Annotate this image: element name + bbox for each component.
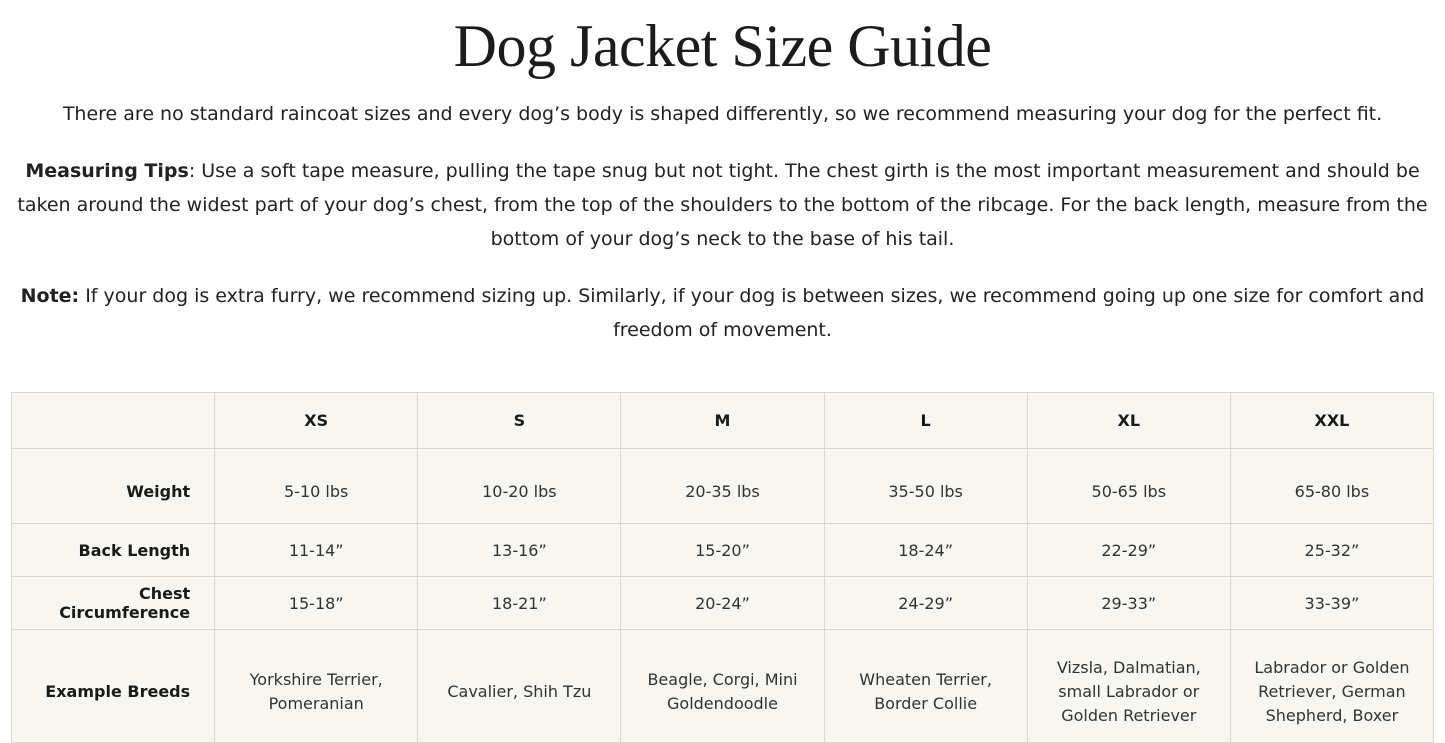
breeds-text: Cavalier, Shih Tzu: [447, 682, 592, 701]
table-cell: 13-16”: [418, 524, 621, 577]
size-header-xs: XS: [215, 393, 418, 449]
table-cell: 35-50 lbs: [824, 449, 1027, 524]
note-paragraph: [15, 279, 1430, 347]
page-title: Dog Jacket Size Guide: [453, 13, 992, 79]
table-row-weight: [12, 449, 1434, 524]
table-cell: 18-24”: [824, 524, 1027, 577]
table-cell: [215, 630, 418, 743]
table-cell: 22-29”: [1027, 524, 1230, 577]
table-cell: [1230, 630, 1433, 743]
table-row-back-length: [12, 524, 1434, 577]
table-cell: 29-33”: [1027, 577, 1230, 630]
size-header-l: L: [824, 393, 1027, 449]
breeds-text: Vizsla, Dalmatian, small Labrador or Golden Retriever: [1056, 658, 1201, 725]
table-cell: 24-29”: [824, 577, 1027, 630]
note-label: Note:: [20, 285, 80, 307]
table-cell: 5-10 lbs: [215, 449, 418, 524]
table-cell: [1027, 630, 1230, 743]
measuring-tips-text: : Use a soft tape measure, pulling the tape snug but not tight. The chest girth is the most important measurement and should be taken around the widest part of your dog’s chest, from the top of the shoulders to the bottom of the ribcage. For the back length, measure from the bottom of your dog’s neck to the base of his tail.: [17, 160, 1428, 250]
table-row-example-breeds: [12, 630, 1434, 743]
table-cell: 10-20 lbs: [418, 449, 621, 524]
table-row-chest-circumference: [12, 577, 1434, 630]
table-cell: 50-65 lbs: [1027, 449, 1230, 524]
table-cell: 25-32”: [1230, 524, 1433, 577]
breeds-text: Beagle, Corgi, Mini Goldendoodle: [647, 670, 798, 713]
size-header-s: S: [418, 393, 621, 449]
table-cell: 20-24”: [621, 577, 824, 630]
size-chart-table: [11, 392, 1434, 743]
table-cell: 15-20”: [621, 524, 824, 577]
table-cell: 11-14”: [215, 524, 418, 577]
table-cell: 33-39”: [1230, 577, 1433, 630]
table-cell: [418, 630, 621, 743]
size-header-xxl: XXL: [1230, 393, 1433, 449]
table-cell: 65-80 lbs: [1230, 449, 1433, 524]
breeds-text: Labrador or Golden Retriever, German Shepherd, Boxer: [1254, 658, 1410, 725]
breeds-text: Yorkshire Terrier, Pomeranian: [249, 670, 383, 713]
note-text: If your dog is extra furry, we recommend sizing up. Similarly, if your dog is between sizes, we recommend going up one size for comfort and freedom of movement.: [79, 285, 1425, 341]
table-cell: 15-18”: [215, 577, 418, 630]
table-cell: 20-35 lbs: [621, 449, 824, 524]
row-label-back-length: Back Length: [12, 524, 215, 577]
size-header-xl: XL: [1027, 393, 1230, 449]
table-cell: [621, 630, 824, 743]
row-label-example-breeds: Example Breeds: [12, 630, 215, 743]
measuring-tips-label: Measuring Tips: [25, 160, 189, 182]
table-cell: [824, 630, 1027, 743]
intro-paragraph: There are no standard raincoat sizes and every dog’s body is shaped differently, so we recommend measuring your dog for the perfect fit.: [62, 103, 1383, 125]
size-header-m: M: [621, 393, 824, 449]
measuring-tips-paragraph: [15, 154, 1430, 256]
table-header-row: [12, 393, 1434, 449]
row-label-weight: Weight: [12, 449, 215, 524]
row-label-chest-circumference: Chest Circumference: [12, 577, 215, 630]
header-blank-cell: [12, 393, 215, 449]
breeds-text: Wheaten Terrier, Border Collie: [859, 670, 992, 713]
table-cell: 18-21”: [418, 577, 621, 630]
